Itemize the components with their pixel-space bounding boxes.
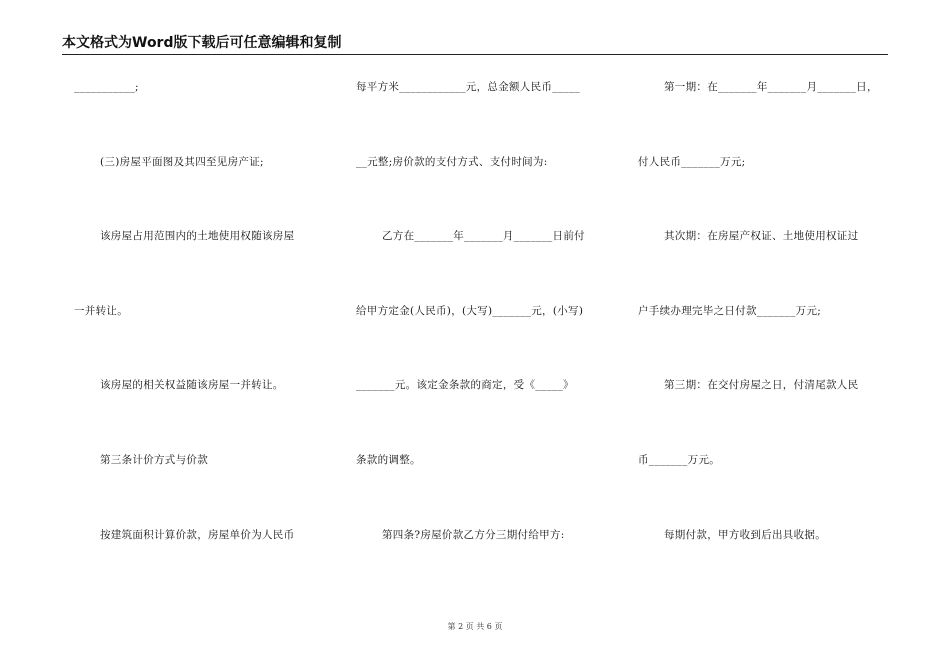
text-line: 付人民币_______万元; <box>638 156 746 168</box>
text-line: 户手续办理完毕之日付款_______万元; <box>638 305 822 317</box>
text-line: 其次期：在房屋产权证、土地使用权证过 <box>664 230 859 242</box>
page-number: 第 2 页 共 6 页 <box>447 622 503 631</box>
text-line: 每平方米____________元，总金额人民币_____ <box>356 81 580 93</box>
text-line: 币_______万元。 <box>638 454 721 466</box>
text-line: 条款的调整。 <box>356 454 421 466</box>
text-line: 每期付款，甲方收到后出具收据。 <box>664 529 826 541</box>
text-line: 该房屋的相关权益随该房屋一并转让。 <box>100 379 284 391</box>
text-column-left <box>74 0 334 600</box>
text-line: _______元。该定金条款的商定，受《_____》 <box>356 379 574 391</box>
text-line: (三)房屋平面图及其四至见房产证; <box>100 156 264 168</box>
text-line: __元整;房价款的支付方式、支付时间为: <box>356 156 548 168</box>
text-line: ___________; <box>74 81 139 93</box>
text-column-right <box>638 0 898 600</box>
text-line: 给甲方定金(人民币)，(大写)_______元，(小写) <box>356 305 584 317</box>
header-title: 本文格式为Word版下载后可任意编辑和复制 <box>62 35 342 51</box>
text-line: 一并转让。 <box>74 305 128 317</box>
text-line: 按建筑面积计算价款，房屋单价为人民币 <box>100 529 295 541</box>
section-heading: 第四条?房屋价款乙方分三期付给甲方: <box>382 529 565 541</box>
section-heading: 第三条计价方式与价款 <box>100 454 208 466</box>
text-line: 乙方在_______年_______月_______日前付 <box>382 230 585 242</box>
text-column-middle <box>356 0 616 600</box>
text-line: 该房屋占用范围内的土地使用权随该房屋 <box>100 230 295 242</box>
text-line: 第一期：在_______年_______月_______日， <box>664 81 878 93</box>
text-line: 第三期：在交付房屋之日，付清尾款人民 <box>664 379 859 391</box>
